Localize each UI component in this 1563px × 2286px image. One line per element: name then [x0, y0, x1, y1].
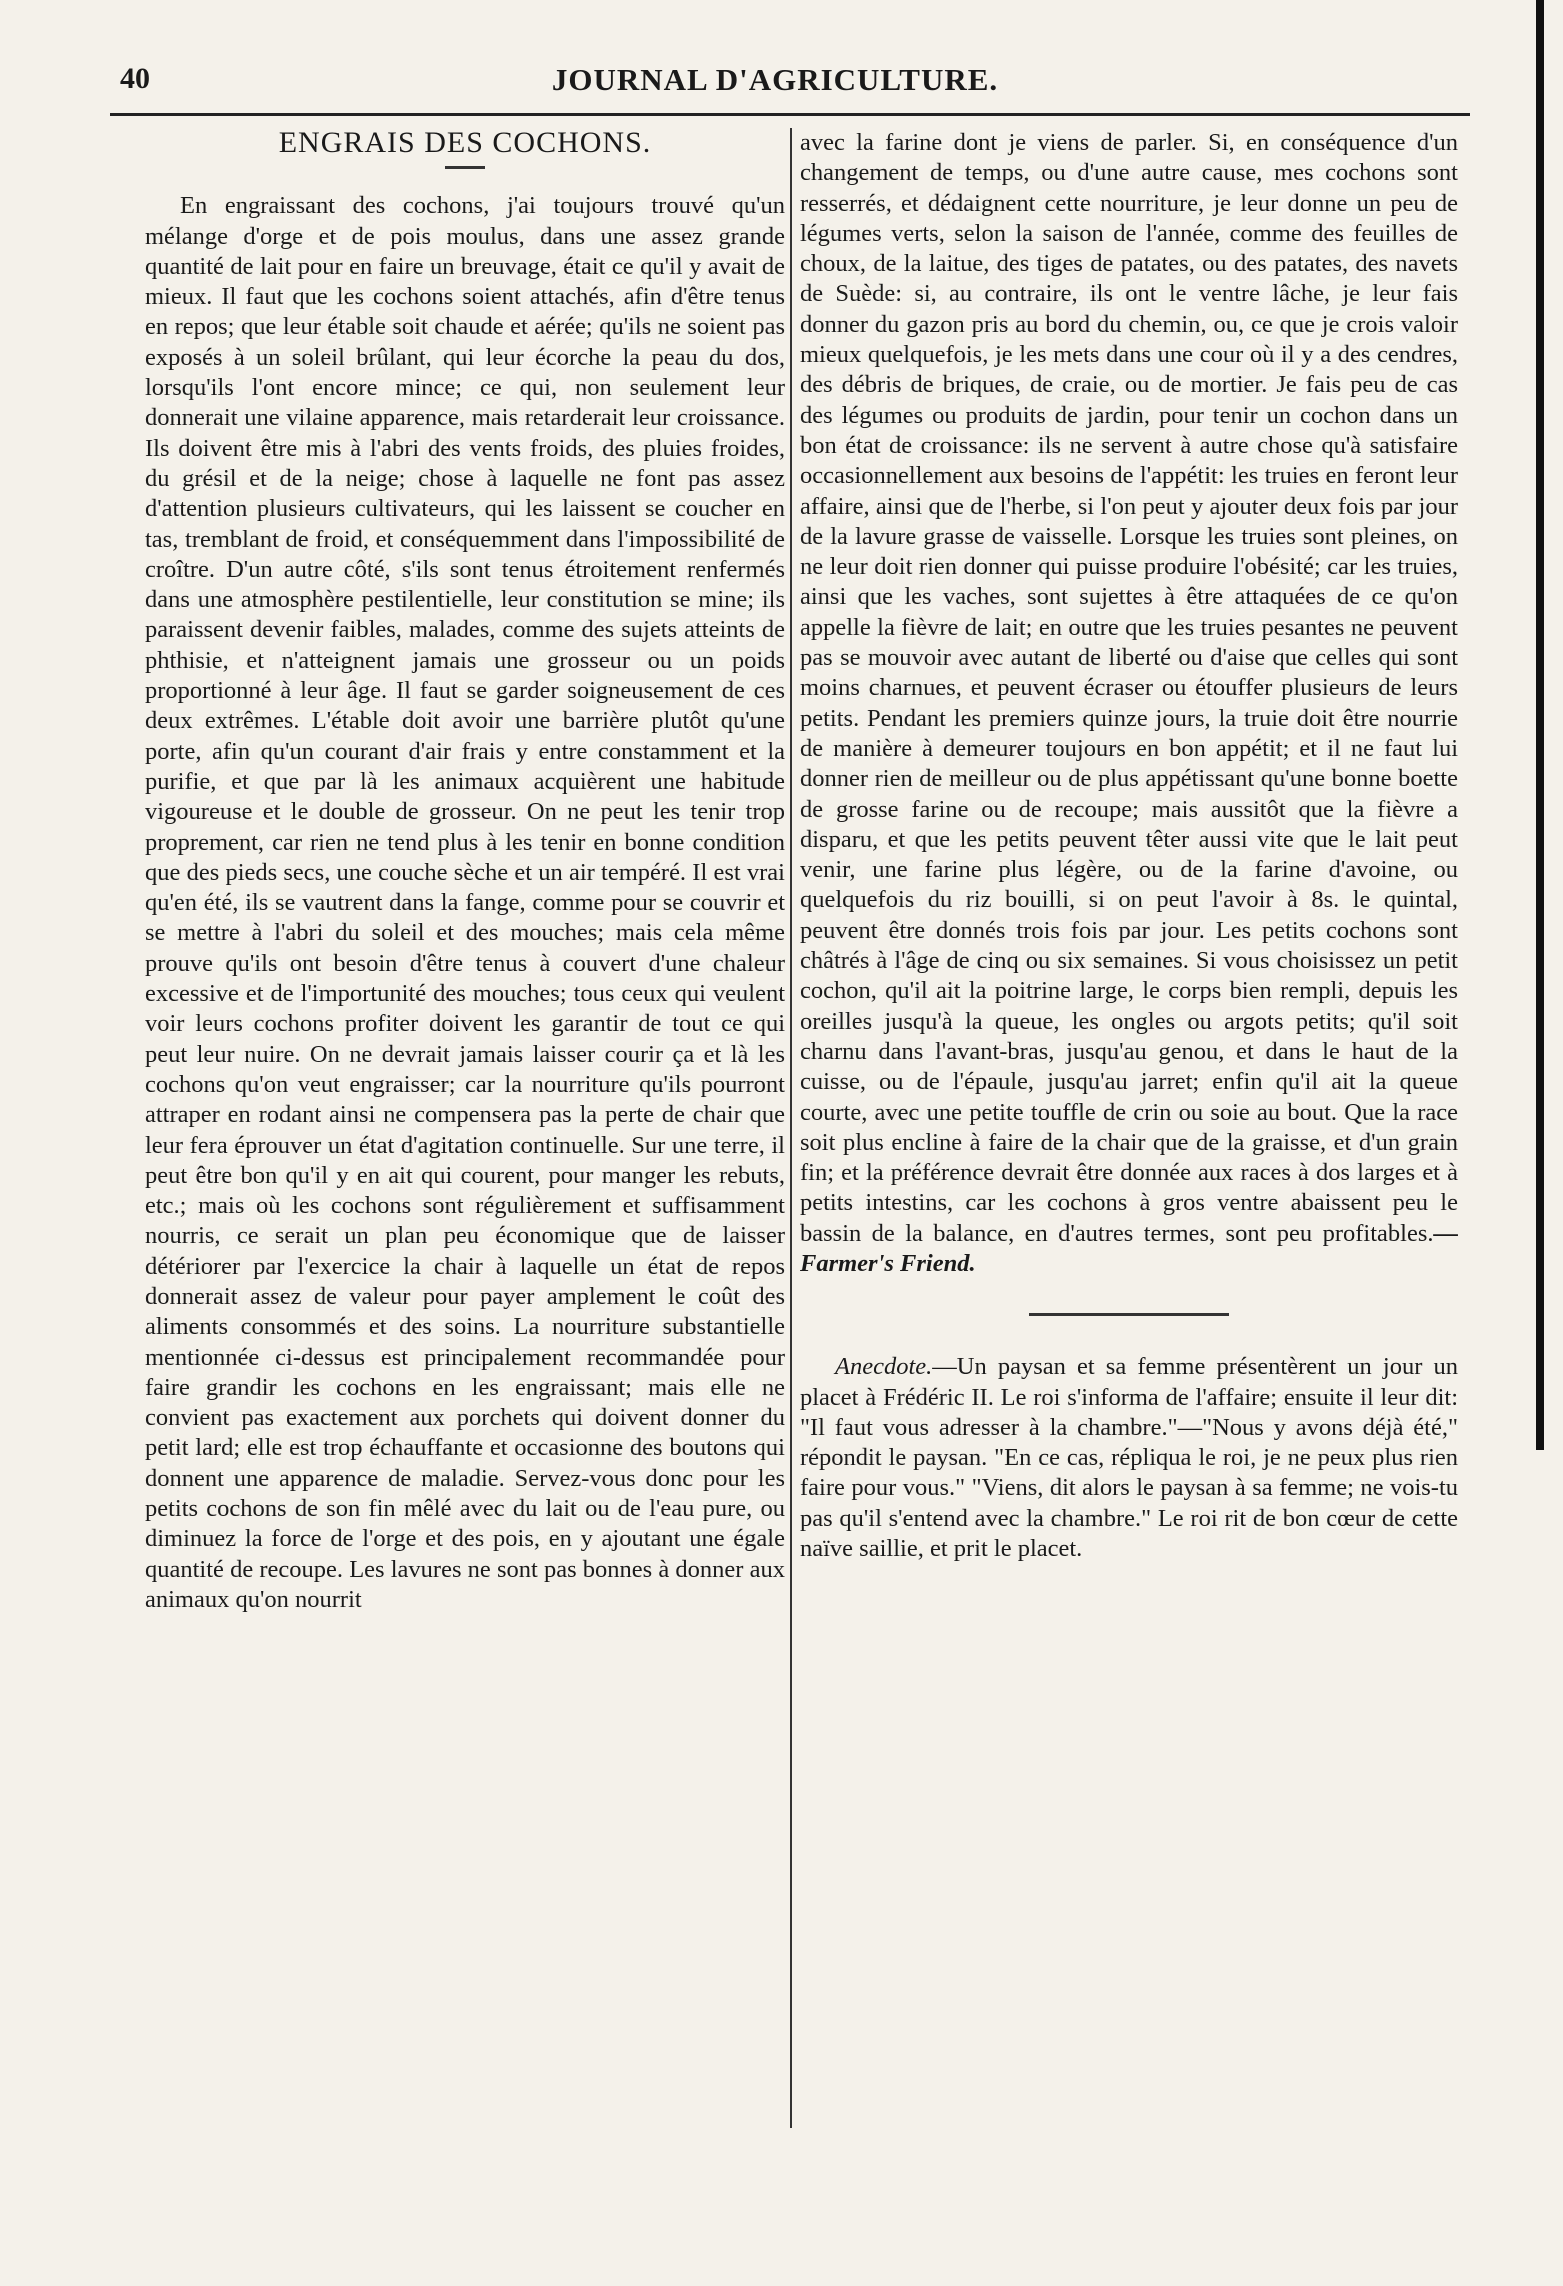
article-title: ENGRAIS DES COCHONS.: [278, 126, 652, 159]
header-rule: [110, 113, 1470, 116]
article-continuation: avec la farine dont je viens de parler. Si, en conséquence d'un changement de temps, ou d'une autre cause, mes cochons sont resserrés, et dédaignent cette nourriture, je leur donne un peu de légumes verts, selon la saison de l'année, comme des feuilles de choux, de la laitue, des tiges de patates, ou des patates, des navets de Suède: si, au contraire, ils ont le ventre lâche, je leur fais donner du gazon pris au bord du chemin, ou, ce que je crois valoir mieux quelquefois, je les mets dans une cour où il y a des cendres, des débris de briques, de craie, ou de mortier. Je fais peu de cas des légumes ou produits de jardin, pour tenir un cochon dans un bon état de croissance: ils ne servent à autre chose qu'à satisfaire occasionnellement aux besoins de l'appétit: les truies en feront leur affaire, ainsi que de l'herbe, si l'on peut y ajouter deux fois par jour de la lavure grasse de vaisselle. Lorsque les truies sont pleines, on ne leur doit rien donner qui puisse produire l'obésité; car les truies, ainsi que les vaches, sont sujettes à être attaquées de ce qu'on appelle la fièvre de lait; en outre que les truies pesantes ne peuvent pas se mouvoir avec autant de liberté ou d'aise que celles qui sont moins charnues, et peuvent écraser ou étouffer plusieurs de leurs petits. Pendant les premiers quinze jours, la truie doit être nourrie de manière à demeurer toujours en bon appétit; et il ne faut lui donner rien de meilleur ou de plus appétissant qu'une bonne boette de grosse farine ou de recoupe; mais aussitôt que la fièvre a disparu, et que les petits peuvent têter aussi vite que le lait peut venir, une farine plus légère, ou de la farine d'avoine, ou quelquefois du riz bouilli, si on peut l'avoir à 8s. le quintal, peuvent être donnés trois fois par jour. Les petits cochons sont châtrés à l'âge de cinq ou six semaines. Si vous choisissez un petit cochon, qu'il ait la poitrine large, le corps bien rempli, depuis les oreilles jusqu'à la queue, les ongles ou argots petits; qu'il soit charnu dans l'avant-bras, jusqu'au genou, et dans le haut de la cuisse, ou de l'épaule, jusqu'au jarret; enfin qu'il ait la queue courte, avec une petite touffle de crin ou soie au bout. Que la race soit plus encline à faire de la chair que de la graisse, et d'un grain fin; et la préférence devrait être donnée aux races à dos larges et à petits intestins, car les cochons à gros ventre abaissent peu le bassin de la balance, en d'autres termes, sont peu profitables.: [800, 129, 1458, 1247]
anecdote-text: —Un paysan et sa femme présentèrent un jour un placet à Frédéric II. Le roi s'informa de l'affaire; ensuite il leur dit: "Il faut vous adresser à la chambre."—"Nous y avons déjà été," répondit le paysan. "En ce cas, répliqua le roi, je ne peux plus rien faire pour vous." "Viens, dit alors le paysan à sa femme; ne vois-tu pas qu'il s'entend avec la chambre." Le roi rit de bon cœur de cette naïve saillie, et prit le placet.: [800, 1353, 1458, 1563]
left-column: [145, 128, 785, 1615]
right-column: [800, 128, 1458, 1564]
article-source: —Farmer's Friend.: [800, 1219, 1458, 1277]
anecdote-paragraph: [800, 1352, 1458, 1564]
section-separator: [1029, 1313, 1229, 1316]
running-title: JOURNAL D'AGRICULTURE.: [551, 62, 999, 97]
page-header: [110, 62, 1440, 110]
article-paragraph-left: En engraissant des cochons, j'ai toujours trouvé qu'un mélange d'orge et de pois moulus, dans une assez grande quantité de lait pour en faire un breuvage, était ce qu'il y avait de mieux. Il faut que les cochons soient attachés, afin d'être tenus en repos; que leur étable soit chaude et aérée; qu'ils ne soient pas exposés à un soleil brûlant, qui leur écorche la peau du dos, lorsqu'ils l'ont encore mince; ce qui, non seulement leur donnerait une vilaine apparence, mais retarderait leur croissance. Ils doivent être mis à l'abri des vents froids, des pluies froides, du grésil et de la neige; chose à laquelle ne font pas assez d'attention plusieurs cultivateurs, qui les laissent se coucher en tas, tremblant de froid, et conséquemment dans l'impossibilité de croître. D'un autre côté, s'ils sont tenus étroitement renfermés dans une atmosphère pestilentielle, leur constitution se mine; ils paraissent devenir faibles, malades, comme des sujets atteints de phthisie, et n'atteignent jamais une grosseur ou un poids proportionné à leur âge. Il faut se garder soigneusement de ces deux extrêmes. L'étable doit avoir une barrière plutôt qu'une porte, afin qu'un courant d'air frais y entre constamment et la purifie, et que par là les animaux acquièrent une habitude vigoureuse et le double de grosseur. On ne peut les tenir trop proprement, car rien ne tend plus à les tenir en bonne condition que des pieds secs, une couche sèche et un air tempéré. Il est vrai qu'en été, ils se vautrent dans la fange, comme pour se couvrir et se mettre à l'abri du soleil et des mouches; mais cela même prouve qu'ils ont besoin d'être tenus à couvert d'une chaleur excessive et de l'importunité des mouches; tous ceux qui veulent voir leurs cochons profiter doivent les garantir de tout ce qui peut leur nuire. On ne devrait jamais laisser courir ça et là les cochons qu'on veut engraisser; car la nourriture qu'ils pourront attraper en rodant ainsi ne compensera pas la perte de chair que leur fera éprouver un état d'agitation continuelle. Sur une terre, il peut être bon qu'il y en ait qui courent, pour manger les rebuts, etc.; mais où les cochons sont régulièrement et suffisamment nourris, ce serait un plan peu économique que de laisser détériorer par l'exercice la chair à laquelle un état de repos donnerait assez de valeur pour payer amplement le coût des aliments consommés et des soins. La nourriture substantielle mentionnée ci-dessus est principalement recommandée pour faire grandir les cochons en les engraissant; mais elle ne convient pas exactement aux porchets qui doivent donner du petit lard; elle est trop échauffante et occasionne des boutons qui donnent une apparence de maladie. Servez-vous donc pour les petits cochons de son fin mêlé avec du lait ou de l'eau pure, ou diminuez la force de l'orge et des pois, en y ajoutant une égale quantité de recoupe. Les lavures ne sont pas bonnes à donner aux animaux qu'on nourrit: [145, 192, 785, 1613]
page-number: 40: [120, 62, 150, 95]
title-dash: [445, 166, 485, 169]
column-divider: [790, 128, 792, 2128]
anecdote-label: Anecdote.: [835, 1353, 933, 1381]
article-paragraph-right: [800, 128, 1458, 1279]
page-edge-shadow: [1536, 0, 1544, 1450]
